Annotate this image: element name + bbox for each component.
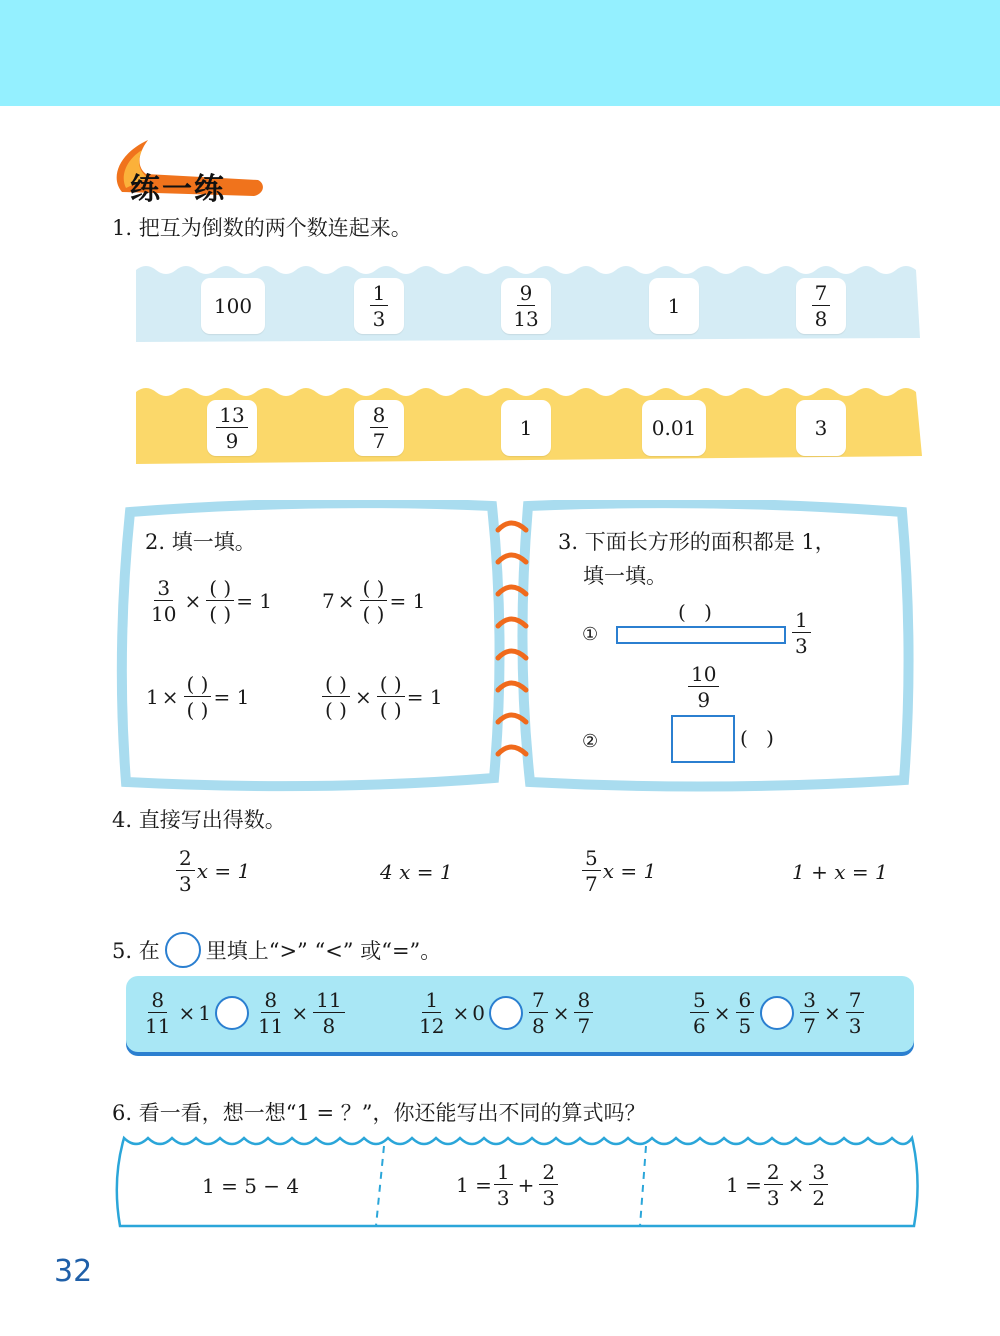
answer-blank[interactable]: ( ) ( ) [322,674,350,720]
q3-item2-length: 10 9 [686,664,721,710]
q1-top-tile[interactable]: 1 3 [354,278,404,334]
q3-item1-width: 1 3 [790,610,813,656]
answer-blank[interactable]: ( ) ( ) [377,674,405,720]
q5-compare-3: $\frac{5}{6}$ × $\frac{6}{5}$ $\frac{3}{7}$ × $\frac{7}{3}$ [688,990,866,1036]
q4-prompt: 4. 直接写出得数。 [112,808,286,832]
q3-item2-marker: ② [582,731,599,752]
compare-circle[interactable] [215,996,249,1030]
top-color-band [0,0,1000,106]
q1-top-tile[interactable]: 9 13 [501,278,551,334]
answer-blank[interactable]: ( ) ( ) [360,578,388,624]
section-title-badge [108,134,268,207]
q2-expr-4: ( ) ( ) × ( ) ( ) = 1 [320,674,443,720]
q3-item2-width-blank[interactable]: ( ) [740,726,780,750]
q3-item1-marker: ① [582,624,599,645]
answer-blank[interactable]: ( ) ( ) [184,674,212,720]
q5-compare-2: $\frac{1}{12}$ × 0 $\frac{7}{8}$ × $\frac{8}{7}$ [414,990,595,1036]
q2-expr-1: $\frac{3}{10}$ × ( ) ( ) = 1 [151,576,273,626]
q1-prompt: 1. 把互为倒数的两个数连起来。 [112,216,412,240]
q1-bottom-tile[interactable]: 13 9 [207,400,257,456]
q3-prompt-line2: 填一填。 [583,564,667,588]
q1-top-tile[interactable]: 100 [201,278,265,334]
q4-eq-4: 1 + x = 1 [792,860,888,884]
q4-eq-1: 2 3 x = 1 [174,848,250,894]
q6-prompt: 6. 看一看，想一想“1 = ？”，你还能写出不同的算式吗？ [112,1101,646,1125]
q6-example-2: 1 = $\frac{1}{3}$ + $\frac{2}{3}$ [456,1162,560,1208]
q3-rectangle-1 [616,626,786,644]
page-number: 32 [54,1254,93,1289]
q1-bottom-tile[interactable]: 8 7 [354,400,404,456]
q3-item1-length-blank[interactable]: ( ) [678,600,718,624]
q5-prompt: 5. 在 里填上“>” “<” 或“=”。 [112,932,441,968]
q1-top-tile[interactable]: 7 8 [796,278,846,334]
q4-eq-3: 5 7 x = 1 [580,848,656,894]
q3-prompt-line1: 3. 下面长方形的面积都是 1， [558,530,836,554]
compare-circle[interactable] [760,996,794,1030]
compare-circle[interactable] [489,996,523,1030]
section-title: 练一练 [130,172,226,207]
q4-eq-2: 4 x = 1 [380,860,453,884]
q1-bottom-tile[interactable]: 3 [796,400,846,456]
q2-expr-3: 1 × ( ) ( ) = 1 [146,672,250,722]
q1-top-tile[interactable]: 1 [649,278,699,334]
q6-example-1: 1 = 5 − 4 [202,1174,300,1198]
q6-example-3: 1 = $\frac{2}{3}$ × $\frac{3}{2}$ [726,1162,830,1208]
q1-bottom-tile[interactable]: 1 [501,400,551,456]
q5-compare-1: $\frac{8}{11}$ × 1 $\frac{8}{11}$ × $\frac{11}{8}$ [140,990,347,1036]
q1-bottom-tile[interactable]: 0.01 [642,400,706,456]
q3-rectangle-2 [671,715,735,763]
circle-blank-icon [165,932,201,968]
q2-prompt: 2. 填一填。 [145,530,256,554]
answer-blank[interactable]: ( ) ( ) [206,578,234,624]
q2-expr-2: 7 × ( ) ( ) = 1 [322,576,426,626]
